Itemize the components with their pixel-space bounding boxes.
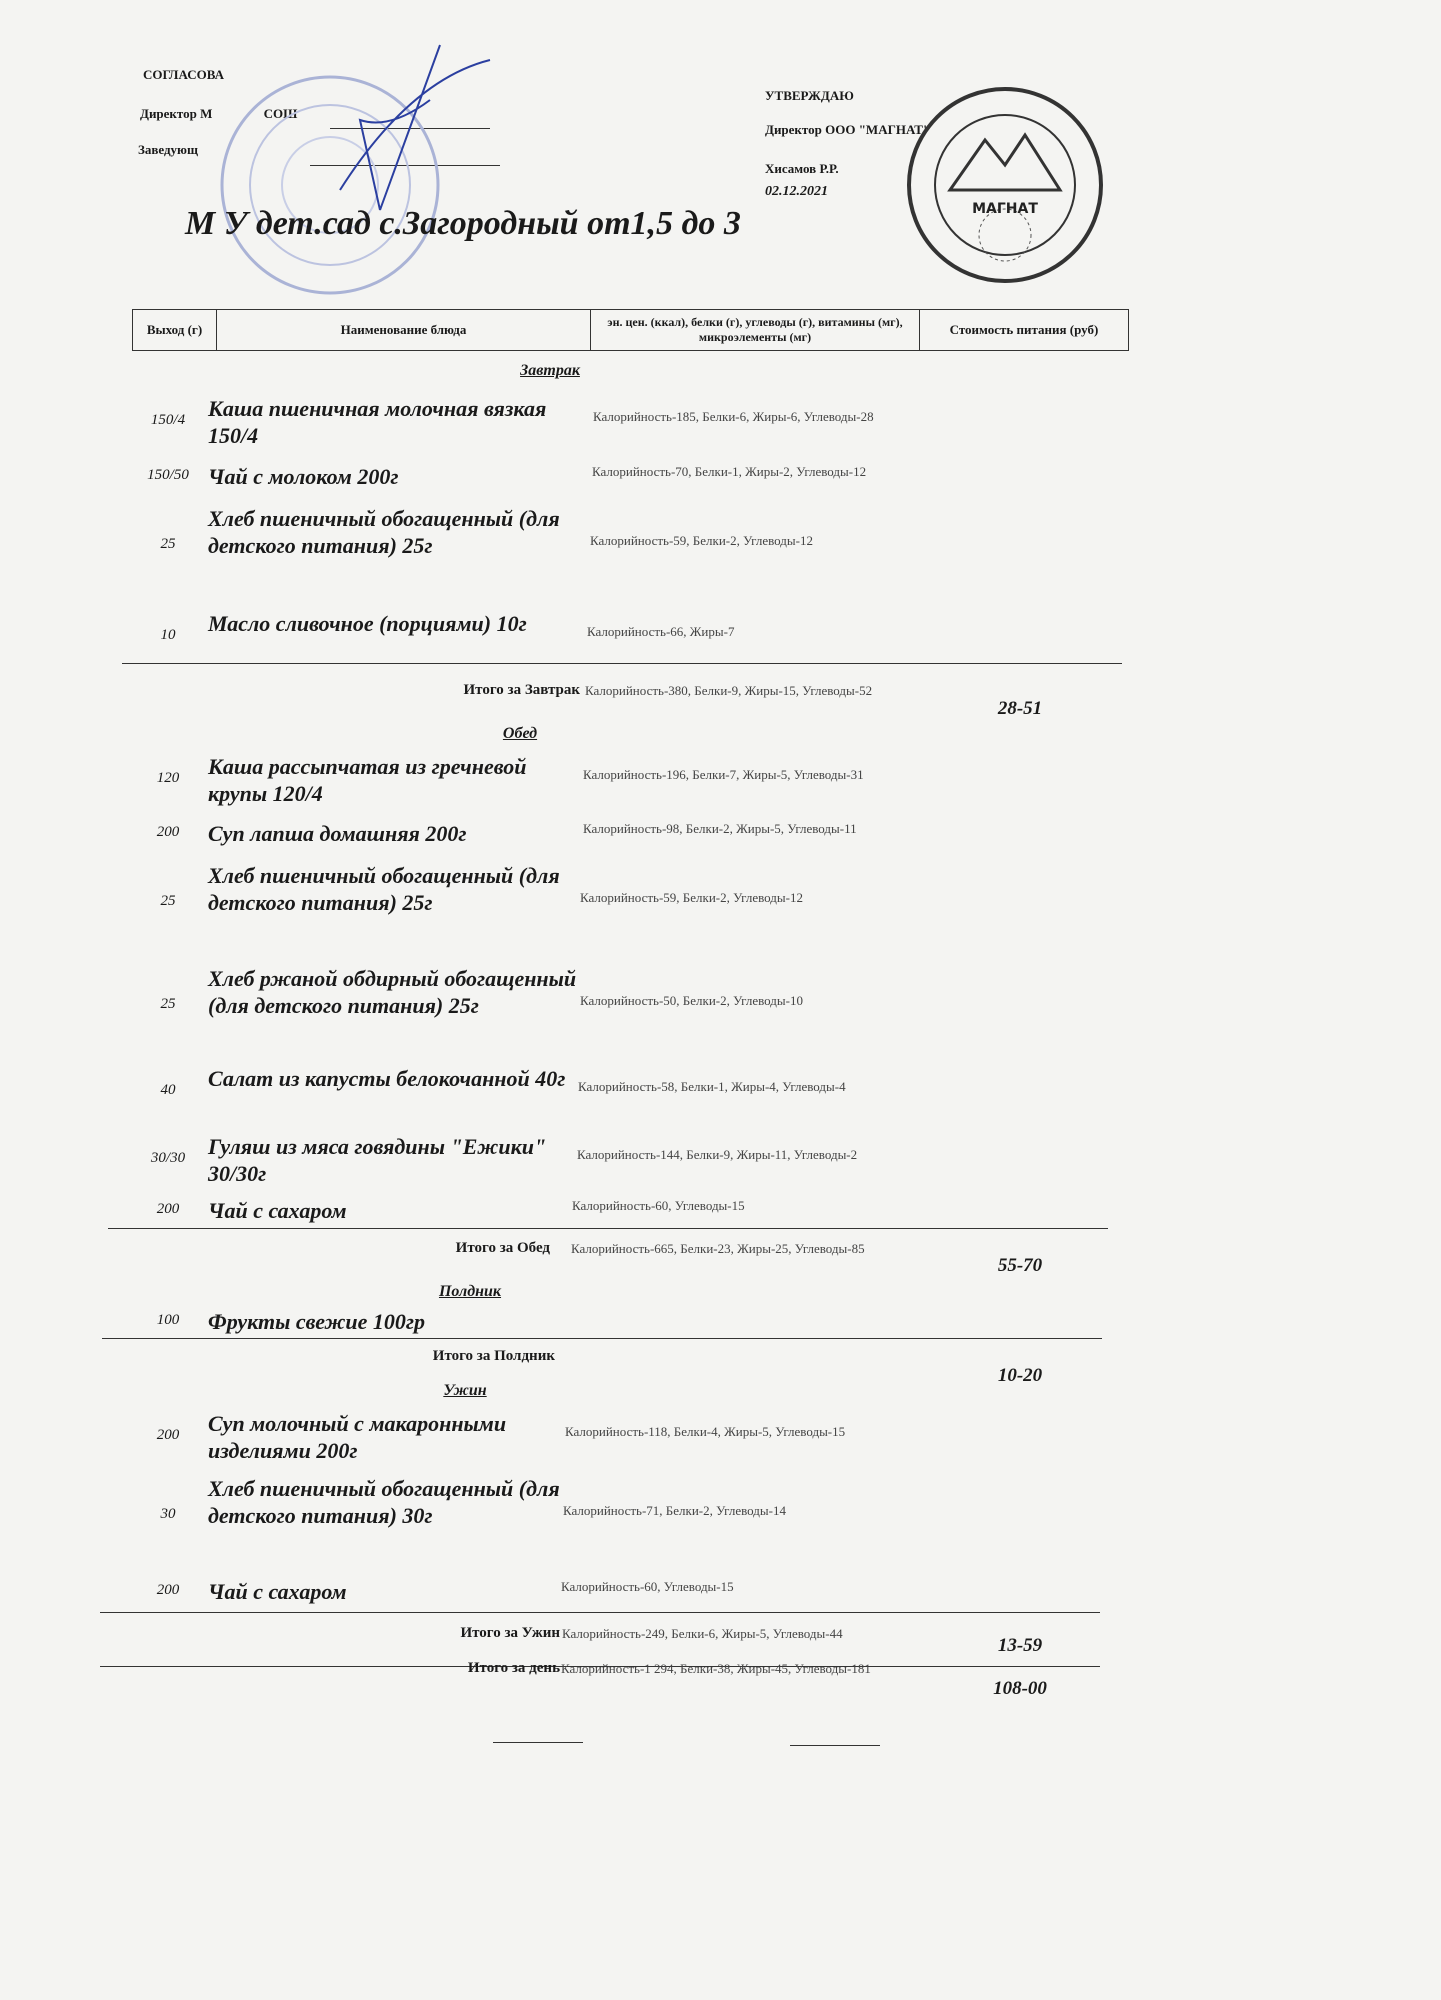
section-total-label: Итого за Полдник — [432, 1348, 555, 1364]
section-title: Обед — [502, 725, 538, 742]
col-nutrition: эн. цен. (ккал), белки (г), углеводы (г), витамины (мг), микроэлементы (мг) — [591, 310, 920, 351]
section-total-label: Итого за Обед — [455, 1240, 550, 1256]
item-nutrition: Калорийность-58, Белки-1, Жиры-4, Углеводы-4 — [578, 1079, 846, 1094]
item-dish: Суп молочный с макаронными изделиями 200г — [208, 1411, 507, 1463]
col-cost: Стоимость питания (руб) — [920, 310, 1129, 351]
section-title: Завтрак — [520, 362, 580, 379]
section-total-nutrition: Калорийность-249, Белки-6, Жиры-5, Углеводы-44 — [562, 1626, 843, 1641]
item-dish: Хлеб ржаной обдирный обогащенный (для детского питания) 25г — [208, 966, 577, 1018]
day-total-price: 108-00 — [993, 1678, 1047, 1699]
item-nutrition: Калорийность-71, Белки-2, Углеводы-14 — [563, 1502, 786, 1518]
item-nutrition: Калорийность-70, Белки-1, Жиры-2, Углеводы-12 — [592, 463, 867, 479]
col-out: Выход (г) — [133, 310, 217, 351]
item-out: 30/30 — [150, 1150, 186, 1166]
item-nutrition: Калорийность-144, Белки-9, Жиры-11, Углеводы-2 — [577, 1147, 858, 1162]
section-divider — [102, 1338, 1102, 1339]
section-total-label: Итого за Ужин — [460, 1625, 560, 1641]
item-out: 200 — [156, 1581, 180, 1598]
col-name: Наименование блюда — [217, 310, 591, 351]
table-header — [132, 309, 1129, 351]
section-divider — [100, 1612, 1100, 1613]
director-right: Директор ООО "МАГНАТ" — [765, 122, 931, 137]
item-dish: Каша пшеничная молочная вязкая 150/4 — [208, 396, 547, 448]
section-title: Полдник — [438, 1283, 502, 1300]
agreed-label: СОГЛАСОВА — [143, 67, 224, 82]
signer-name: Хисамов Р.Р. — [765, 161, 839, 176]
item-out: 200 — [156, 1427, 180, 1443]
item-nutrition: Калорийность-118, Белки-4, Жиры-5, Углеводы-15 — [565, 1424, 846, 1439]
item-dish: Хлеб пшеничный обогащенный (для детского питания) 25г — [208, 506, 560, 558]
item-out: 200 — [156, 823, 180, 840]
section-divider — [108, 1228, 1108, 1229]
section-total-label: Итого за Завтрак — [463, 682, 580, 698]
approve-date: 02.12.2021 — [765, 184, 828, 199]
section-price: 10-20 — [997, 1365, 1043, 1386]
item-out: 10 — [160, 627, 176, 643]
item-out: 40 — [160, 1082, 176, 1098]
item-out: 25 — [160, 535, 176, 552]
item-nutrition: Калорийность-185, Белки-6, Жиры-6, Углеводы-28 — [593, 409, 874, 424]
item-dish: Хлеб пшеничный обогащенный (для детского питания) 25г — [208, 863, 560, 915]
section-price: 28-51 — [997, 698, 1043, 719]
section-total-nutrition: Калорийность-665, Белки-23, Жиры-25, Углеводы-85 — [571, 1241, 865, 1256]
section-title: Ужин — [443, 1382, 487, 1399]
item-dish: Каша рассыпчатая из гречневой крупы 120/4 — [208, 754, 527, 806]
section-price: 55-70 — [997, 1255, 1043, 1276]
item-dish: Чай с сахаром — [208, 1198, 347, 1223]
item-out: 120 — [156, 770, 180, 786]
item-nutrition: Калорийность-196, Белки-7, Жиры-5, Углеводы-31 — [583, 767, 864, 782]
item-nutrition: Калорийность-66, Жиры-7 — [587, 624, 735, 639]
director-left-tail: СОШ — [263, 106, 298, 121]
section-price: 13-59 — [997, 1635, 1043, 1656]
section-divider — [122, 663, 1122, 664]
item-nutrition: Калорийность-59, Белки-2, Углеводы-12 — [590, 532, 813, 548]
item-dish: Салат из капусты белокочанной 40г — [208, 1066, 566, 1091]
item-dish: Хлеб пшеничный обогащенный (для детского питания) 30г — [208, 1476, 560, 1528]
item-dish: Чай с молоком 200г — [208, 464, 399, 489]
item-dish: Чай с сахаром — [208, 1579, 347, 1604]
item-dish: Гуляш из мяса говядины "Ежики" 30/30г — [208, 1134, 547, 1186]
item-out: 25 — [160, 995, 176, 1012]
item-out: 150/4 — [150, 412, 186, 428]
day-total-nutrition: Калорийность-1 294, Белки-38, Жиры-45, Углеводы-181 — [561, 1661, 871, 1676]
item-nutrition: Калорийность-98, Белки-2, Жиры-5, Углеводы-11 — [583, 820, 857, 836]
head-left: Заведующ — [138, 142, 198, 157]
item-out: 200 — [156, 1200, 180, 1217]
item-out: 150/50 — [147, 466, 189, 483]
signature-icon — [320, 40, 500, 220]
stamp-name: МАГНАТ — [972, 201, 1038, 217]
item-dish: Суп лапша домашняя 200г — [208, 821, 467, 846]
item-out: 100 — [156, 1311, 180, 1328]
item-nutrition: Калорийность-50, Белки-2, Углеводы-10 — [580, 992, 803, 1008]
signature-line — [790, 1745, 880, 1746]
item-dish: Фрукты свежие 100гр — [208, 1309, 426, 1334]
item-nutrition: Калорийность-59, Белки-2, Углеводы-12 — [580, 889, 803, 905]
item-dish: Масло сливочное (порциями) 10г — [208, 611, 527, 636]
page-title: М У дет.сад с.Загородный от1,5 до 3 — [185, 205, 741, 242]
magnat-stamp-icon — [905, 85, 1105, 285]
item-out: 25 — [160, 892, 176, 909]
approve-label: УТВЕРЖДАЮ — [765, 88, 854, 103]
section-total-nutrition: Калорийность-380, Белки-9, Жиры-15, Углеводы-52 — [585, 683, 873, 698]
item-nutrition: Калорийность-60, Углеводы-15 — [561, 1578, 734, 1594]
day-total-label: Итого за день — [467, 1660, 560, 1676]
item-out: 30 — [160, 1505, 176, 1522]
signature-line — [493, 1742, 583, 1743]
director-left-text: Директор М — [140, 106, 213, 121]
item-nutrition: Калорийность-60, Углеводы-15 — [572, 1197, 745, 1213]
